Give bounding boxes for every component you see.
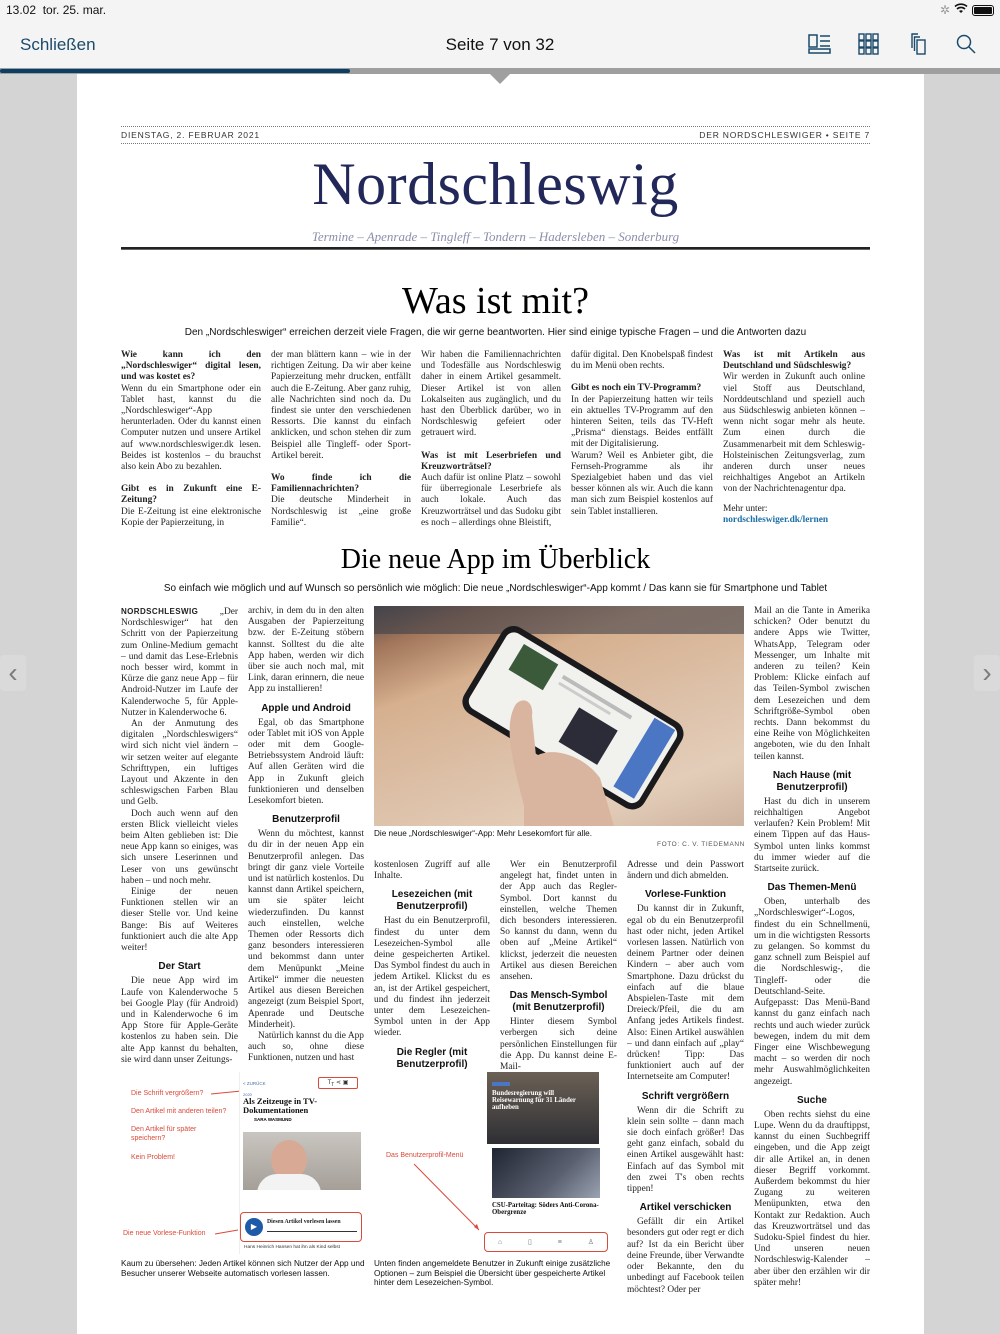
article1-column <box>121 350 261 529</box>
screenshot-footnote: Hans Heinrich Hansen hat ihn als Kind selbst <box>244 1245 340 1250</box>
wifi-icon <box>954 3 968 17</box>
annotation-label: Den Artikel mit anderen teilen? <box>131 1108 227 1115</box>
section-heading: Suche <box>796 1094 827 1106</box>
paragraph: Mail an die Tante in Amerika schicken? Oder benutzt du andere Apps wie Twitter, WhatsApp, Telegram oder Messenger, um Inhalte mit anderen zu teilen? Kein Problem: Klicke einfach auf das Teilen-Symbol zwischen dem Lesezeichen und dem Schriftgröße-Symbol oben rechts. Dann bekommst du eine Reihe von Möglichkeiten angeboten, wie du den Inhalt teilen kannst. <box>754 606 870 762</box>
bottom-tab-bar <box>484 1232 608 1252</box>
section-heading: Benutzerprofil <box>272 814 340 826</box>
more-label: Mehr unter: <box>723 503 768 514</box>
faq-question: Wie kann ich den „Nordschleswiger“ digital lesen, und was kostet es? <box>121 350 261 383</box>
home-icon[interactable]: ⌂ <box>497 1238 503 1246</box>
paragraph: An der Anmutung des digitalen „Nordschleswigers“ wird sich nicht viel ändern – wir setzen weiter auf elegante Schrifttypen, ein luftiges Layout und Akzente in den schleswigschen Farben Blau und Gelb. <box>121 719 238 808</box>
page-pointer <box>490 74 510 84</box>
status-clock: 13.02 <box>6 3 37 17</box>
faq-answer: Auch dafür ist online Platz – sowohl für überregionale Leserbriefe als auch lokale. Auch das Kreuzworträtsel und das Sudoku gibt es noch – allerdings ohne Bleistift, <box>421 473 561 528</box>
section-heading: Schrift vergrößern <box>641 1090 730 1102</box>
paragraph: Adresse und dein Passwort ändern und dich abmelden. <box>627 860 744 882</box>
paragraph: Du kannst dir in Zukunft, egal ob du ein Benutzerprofil hast oder nicht, jeden Artikel vorlesen lassen. Natürlich von deinem Partner oder deinen Kindern – aber auch vom Smartphone. Dazu drückst du einfach auf die blaue Abspielen-Taste mit dem Dreieck/Pfeil, die du am Anfang jedes Artikels findest. Also: Einen Artikel auswählen – und dann einfach auf „play“ drücken! Tipp: Das funktioniert auch auf der Internetseite am Computer! <box>627 904 744 1083</box>
article1-body <box>121 350 870 529</box>
card-headline: CSU-Parteitag: Söders Anti-Corona-Obergrenze <box>492 1202 599 1217</box>
paragraph: Hast du ein Benutzerprofil, findest du unter dem Lesezeichen-Symbol alle deine gespeicherten Artikel. Das Symbol findest du auch in jedem Artikel. Klickst du es an, ist der Artikel gespeichert, und du findest ihn jederzeit unter dem Lesezeichen-Symbol unten in der App wieder. <box>374 916 490 1039</box>
section-heading: Das Mensch-Symbol (mit Benutzerprofil) <box>509 990 608 1014</box>
article-photo <box>374 606 744 826</box>
annotation-label: Kein Problem! <box>131 1154 175 1161</box>
photo-caption: Die neue „Nordschleswiger“-App: Mehr Lesekomfort für alle. <box>374 829 592 838</box>
phone-in-hand-image <box>374 606 744 826</box>
section-heading: Vorlese-Funktion <box>645 889 726 901</box>
article2-column <box>627 860 744 1296</box>
faq-answer: Die E-Zeitung ist eine elektronische Kopie der Papierzeitung, in <box>121 506 261 528</box>
user-icon[interactable]: ♙ <box>587 1239 595 1246</box>
article1-column <box>271 350 411 529</box>
photo-credit: FOTO: C. V. TIEDEMANN <box>657 841 745 848</box>
paragraph: kostenlosen Zugriff auf alle Inhalte. <box>374 860 490 882</box>
status-bar <box>0 0 1000 22</box>
article2-headline: Die neue App im Überblick <box>340 544 651 575</box>
masthead-cities: Termine – Apenrade – Tingleff – Tondern – Hadersleben – Sonderburg <box>311 229 680 244</box>
grid-icon[interactable] <box>855 32 882 56</box>
screenshot-caption: Unten finden angemeldete Benutzer in Zukunft einige zusätzliche Optionen – zum Beispiel die Übersicht über gespeicherte Artikel hinter dem Lesezeichen-Symbol. <box>374 1259 611 1287</box>
newspaper-page <box>77 74 924 1334</box>
article1-column <box>421 350 561 529</box>
section-heading: Das Themen-Menü <box>767 882 857 894</box>
paragraph: Wer ein Benutzerprofil angelegt hat, findet unten in der App auch das Regler-Symbol. Dort kannst du einstellen, welche Themen dich besonders interessieren. So kannst du dann, wenn du oben auf „Meine Artikel“ klickst, jederzeit die neuesten Artikel aus diesen Bereichen ansehen. <box>500 860 617 983</box>
faq-question: Gibt es noch ein TV-Programm? <box>571 383 702 394</box>
paragraph: Einige der neuen Funktionen stellen wir an dieser Stelle vor. Und keine Bange: Bis auf Weiteres funktioniert auch die alte App weiter! <box>121 887 238 954</box>
status-time <box>6 3 106 17</box>
faq-answer: Die deutsche Minderheit in Nordschleswig ist „eine große Familie“. <box>271 495 411 528</box>
paragraph: Oben rechts siehst du eine Lupe. Wenn du da drauftippst, kannst du einen Suchbegriff eingeben, und die App zeigt dir alle Artikel an, in denen dieser Begriff vorkommt. Außerdem bekommst du hier Zugang zu weiteren Menüpunkten, etwa den Kontakt zur Redaktion. Auch das Kreuzworträtsel und das Sudoku-Spiel findest du hier. Und unseren neuen Nordschleswig-Kalender – aber über den erzählen wir dir später mehr! <box>754 1109 870 1288</box>
player-annotation <box>240 1212 362 1242</box>
paragraph: Die neue App wird im Laufe von Kalenderwoche 5 bei Google Play (für Android) und in Kalenderwoche 6 im App Store für Apple-Geräte kostenlos zu haben sein. Die alte App kannst du behalten, sie wird dann unser Zeitungs- <box>121 976 238 1065</box>
article2-subheadline: So einfach wie möglich und auf Wunsch so persönlich wie möglich: Die neue „Nordschleswiger“-App kommt / Das kann sie für Smartphone und Tablet <box>163 583 828 594</box>
faq-answer: Wir haben die Familiennachrichten und Todesfälle aus Nordschleswig daher in einem Artikel gesammelt. Dieser Artikel ist von allen Lokalseiten aus zugänglich, und du hast den Überblick darüber, wo in Nordschleswig gefeiert oder getrauert wird. <box>421 350 561 439</box>
faq-answer: In der Papierzeitung hatten wir teils ein aktuelles TV-Programm auf den hinteren Seiten, teils das TV-Heft „Prisma“ dienstags. Beides entfällt mit der Digitalisierung. <box>571 394 713 450</box>
annotation-label: Die neue Vorlese-Funktion <box>123 1230 206 1237</box>
page-indicator: Seite 7 von 32 <box>445 35 555 54</box>
play-icon[interactable]: ▶ <box>245 1218 263 1236</box>
article-year: 2020 <box>243 1092 252 1097</box>
chevron-right-icon: › <box>982 657 992 688</box>
masthead: Nordschleswig <box>312 151 679 217</box>
page-layout-icon[interactable] <box>806 32 833 56</box>
app-screenshot-home <box>374 1072 619 1254</box>
annotation-arrow <box>374 1072 619 1254</box>
paragraph: Doch auch wenn auf den ersten Blick vielleicht vieles beim Alten geblieben ist: Die neue App kann so einiges, was sich unsere Leserinnen und Leser von uns gewünscht haben – und noch mehr. <box>121 808 238 886</box>
activity-icon: ✲ <box>939 3 950 17</box>
paragraph: Wenn du möchtest, kannst du dir in der neuen App ein Benutzerprofil anlegen. Das bringt dir ganz viele Vorteile und ist natürlich kostenlos. Du kannst dann Artikel speichern, um sie später leicht wiederzufinden. Du kannst auch einstellen, welche Themen oder Ressorts dich ganz besonders interessieren und bekommst dann unter dem Menüpunkt „Meine Artikel“ immer die neuesten Artikel aus diesen Bereichen angezeigt (zum Beispiel Sport, Apenrade und Deutsche Minderheit). <box>248 829 364 1030</box>
section-heading: Artikel verschicken <box>639 1202 732 1214</box>
article2-column <box>374 860 490 1074</box>
article2-column <box>500 860 617 1073</box>
back-link: < ZURÜCK <box>243 1081 266 1086</box>
toolbar-annotation: $T_T$ ⋖ ▣ <box>318 1077 358 1089</box>
previous-page-button[interactable] <box>0 655 26 691</box>
section-heading: Nach Hause (mit Benutzerprofil) <box>772 769 852 793</box>
masthead-rule <box>121 247 870 250</box>
article1-subheadline: Den „Nordschleswiger“ erreichen derzeit viele Fragen, die wir gerne beantworten. Hier sind einige typische Fragen – und die Antworten dazu <box>184 327 807 338</box>
toolbar <box>0 22 1000 68</box>
status-icons <box>940 3 994 17</box>
article1-column <box>571 350 713 529</box>
paragraph: Wenn dir die Schrift zu klein sein sollte – dann mach sie doch einfach größer! Das geht ganz einfach, sobald du einen Artikel ausgewählt hast: Einfach auf das Symbol mit den zwei T's oben rechts tippen! <box>627 1105 744 1195</box>
section-heading: Der Start <box>158 961 201 973</box>
article2-column <box>121 606 238 1066</box>
app-screenshot-reader <box>121 1072 366 1254</box>
card-headline: Bundesregierung will Reisewarnung für 31 Länder aufheben <box>492 1090 576 1112</box>
close-button[interactable]: Schließen <box>20 35 96 54</box>
battery-icon <box>972 5 994 16</box>
bookmark-icon[interactable]: ▯ <box>528 1239 532 1246</box>
paragraph: Egal, ob das Smartphone oder Tablet mit iOS von Apple oder mit dem Google-Betriebssystem Android läuft: Auf allen Geräten wird die App in Zukunft gleich funktionieren und denselben Lesekomfort bieten. <box>248 717 364 807</box>
article2-column <box>754 606 870 1289</box>
annotation-label: Den Artikel für später speichern? <box>131 1126 197 1142</box>
article-title: Als Zeitzeuge in TV-Dokumentationen <box>243 1096 318 1115</box>
player-label: Diesen Artikel vorlesen lassen <box>267 1219 341 1225</box>
faq-answer: Warum? Weil es Anbieter gibt, die Fernseh-Programme als ihr Spezialgebiet haben und das viel besser können als wir. Auch die kann man sich zum Beispiel kostenlos auf sein Tablet installieren. <box>571 450 713 517</box>
paragraph: Hast du dich in unserem reichhaltigen Angebot verlaufen? Kein Problem! Mit einem Tippen auf das Haus-Symbol unten links kommst du immer wieder auf die Startseite zurück. <box>754 796 870 875</box>
paragraph: Natürlich kannst du die App auch so, ohne diese Funktionen, nutzen und hast <box>248 1030 364 1064</box>
section-heading: Apple und Android <box>261 702 351 714</box>
faq-question: Was ist mit Leserbriefen und Kreuzworträtsel? <box>421 450 561 472</box>
chevron-left-icon: ‹ <box>8 657 18 688</box>
article1-headline: Was ist mit? <box>402 280 589 322</box>
issue-date: DIENSTAG, 2. FEBRUAR 2021 <box>121 130 260 140</box>
dateline <box>121 126 870 144</box>
phone-screen <box>239 1072 364 1254</box>
next-page-button[interactable] <box>974 655 1000 691</box>
faq-question: Gibt es in Zukunft eine E-Zeitung? <box>121 484 261 506</box>
screenshot-caption: Kaum zu übersehen: Jeden Artikel können sich Nutzer der App und Besucher unserer Webseite automatisch vorlesen lassen. <box>121 1259 365 1278</box>
section-heading: Lesezeichen (mit Benutzerprofil) <box>391 889 473 913</box>
page-progress-fill <box>0 69 350 73</box>
faq-answer: Wir werden in Zukunft auch online viel Stoff aus Deutschland, Norddeutschland und speziell auch aus Südschleswig anbieten können – wenn nicht sogar mehr als heute. Zum einen durch die Zusammenarbeit mit dem Schleswig-Holsteinischen Zeitungsverlag, zum anderen durch unser neues reichhaltiges Angebot an Artikeln von der Nachrichtenagentur dpa. <box>723 372 865 495</box>
paragraph: Gefällt dir ein Artikel besonders gut oder regt er dich auf? Ist da ein Bericht über deine Freunde, über Verwandte oder Bekannte, den du unbedingt auf Facebook teilen möchtest? Oder per <box>627 1217 744 1295</box>
paragraph: archiv, in dem du in den alten Ausgaben der Papierzeitung bzw. der E-Zeitung stöbern kannst. Solltest du die alte App haben, werden wir dich über sie auch noch mal, mit Link, daran erinnern, die neue App zu installieren! <box>248 606 364 695</box>
search-icon[interactable] <box>953 32 980 56</box>
paragraph: „Der Nordschleswiger“ hat den Schritt von der Papierzeitung zum Online-Medium gemacht – und damit das Lese-Erlebnis noch besser wird, kommt in Kürze die ganz neue App – für Android-Nutzer im Laufe der Kalenderwoche 5, für Apple-Nutzer in Kalenderwoche 6. <box>121 607 238 718</box>
faq-question: Wo finde ich die Familiennachrichten? <box>271 473 411 495</box>
paragraph: Hinter diesem Symbol verbergen sich deine persönlichen Einstellungen für die App. Du kannst deine E-Mail- <box>500 1017 617 1073</box>
paragraph: Oben, unterhalb des „Nordschleswiger“-Logos, findest du ein Schnellmenü, um in die wichtigsten Ressorts zu gelangen. So kommst du ganz schnell zum Beispiel auf die Nordschleswig-, die Tingleff- oder die Deutschland-Seite. Aufgepasst: Das Menü-Band kannst du ganz einfach nach rechts und auch wieder zurück bewegen, indem du mit dem Finger eine Wischbewegung macht – so werden dir noch mehr Auswahlmöglichkeiten angezeigt. <box>754 897 870 1087</box>
faq-answer: dafür digital. Den Knobelspaß findest du im Menü oben rechts. <box>571 350 713 372</box>
section-heading: Die Regler (mit Benutzerprofil) <box>396 1046 468 1070</box>
kicker: NORDSCHLESWIG <box>121 607 199 616</box>
article1-column <box>723 350 865 529</box>
status-date: tor. 25. mar. <box>42 3 107 17</box>
sliders-icon[interactable]: ≡ <box>557 1238 562 1246</box>
annotation-label: Das Benutzerprofil-Menü <box>386 1152 464 1159</box>
article-author: SARA WASMUND <box>254 1117 292 1122</box>
faq-answer: der man blättern kann – wie in der richtigen Zeitung. Da wir aber keine Papierzeitung mehr drucken, entfällt auch die E-Zeitung. Aber ganz ruhig, alle Nachrichten sind noch da. Du findest sie unter den verschiedenen Ressorts. Die kannst du einfach anklicken, und schon stehen dir zum Beispiel alle Tingleff- oder Sport-Artikel bereit. <box>271 350 411 461</box>
faq-question: Was ist mit Artikeln aus Deutschland und Südschleswig? <box>723 350 865 372</box>
page-label: DER NORDSCHLESWIGER • SEITE 7 <box>699 130 870 140</box>
article2-column <box>248 606 364 1065</box>
annotation-label: Die Schrift vergrößern? <box>131 1090 204 1097</box>
faq-answer: Wenn du ein Smartphone oder ein Tablet hast, kannst du die „Nordschleswiger“-App herunterladen. Oder du kannst einen Computer nutzen und unsere Artikel auf www.nordschleswiger.dk lesen. Beides ist kostenlos – du brauchst also kein Abo zu bezahlen. <box>121 383 261 473</box>
more-link[interactable]: nordschleswiger.dk/lernen <box>723 514 829 525</box>
video-still <box>243 1132 361 1190</box>
pages-icon[interactable] <box>904 32 931 56</box>
